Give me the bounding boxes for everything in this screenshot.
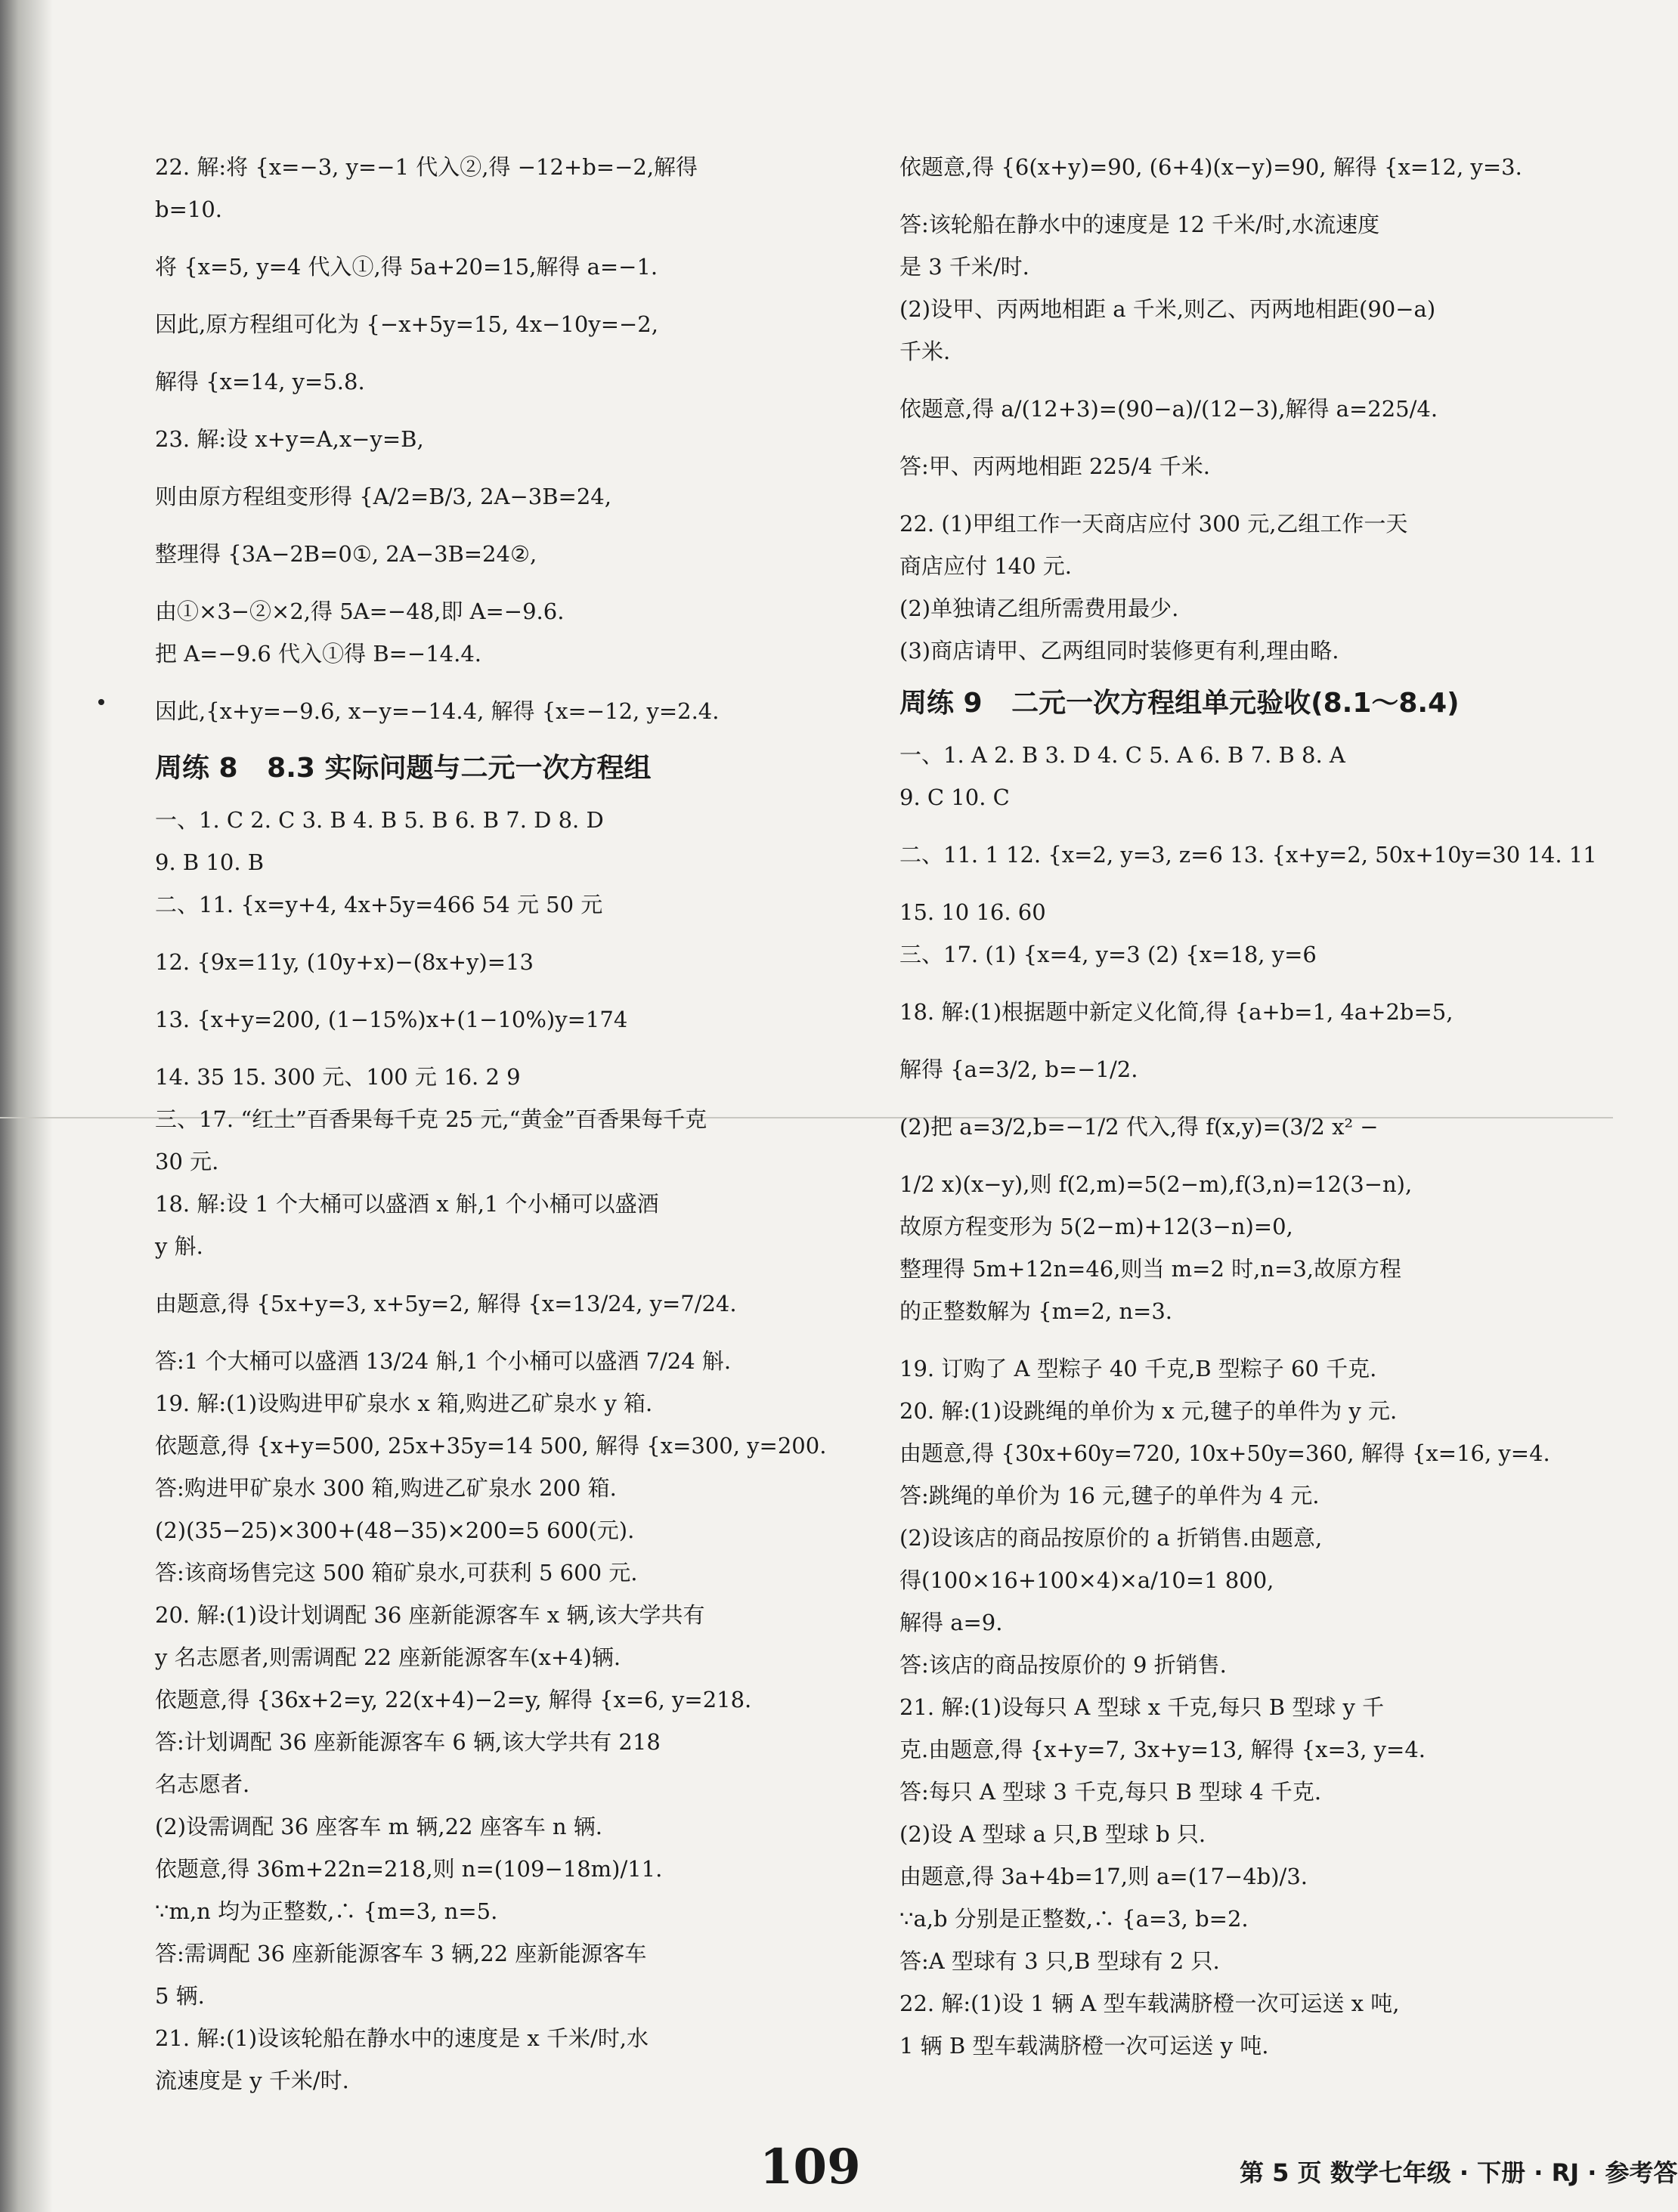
answer-line: (3)商店请甲、乙两组同时装修更有利,理由略.	[899, 638, 1339, 664]
answer-line: 流速度是 y 千米/时.	[155, 2068, 349, 2093]
margin-dot	[98, 699, 104, 705]
footer-caption: 第 5 页 数学七年级 · 下册 · RJ · 参考答	[1240, 2158, 1678, 2187]
answer-line: y 名志愿者,则需调配 22 座新能源客车(x+4)辆.	[155, 1644, 621, 1670]
answer-line: 答:计划调配 36 座新能源客车 6 辆,该大学共有 218	[155, 1729, 661, 1755]
answer-line: 依题意,得 {x+y=500, 25x+35y=14 500, 解得 {x=300, y=200.	[155, 1433, 827, 1459]
answer-line: 解得 {x=14, y=5.8.	[155, 369, 365, 394]
answer-line: 由题意,得 3a+4b=17,则 a=(17−4b)/3.	[899, 1864, 1308, 1889]
answer-line: y 斛.	[155, 1233, 203, 1259]
answer-line: ∵a,b 分别是正整数,∴ {a=3, b=2.	[899, 1906, 1249, 1932]
answer-line: 23. 解:设 x+y=A,x−y=B,	[155, 426, 424, 452]
answer-line: 名志愿者.	[155, 1771, 250, 1797]
answer-line: 由题意,得 {5x+y=3, x+5y=2, 解得 {x=13/24, y=7/24.	[155, 1291, 737, 1316]
answer-line: 故原方程变形为 5(2−m)+12(3−n)=0,	[899, 1214, 1293, 1239]
answer-line: (2)单独请乙组所需费用最少.	[899, 596, 1179, 621]
answer-line: 21. 解:(1)设每只 A 型球 x 千克,每只 B 型球 y 千	[899, 1694, 1385, 1720]
answer-line: 因此,原方程组可化为 {−x+5y=15, 4x−10y=−2,	[155, 311, 658, 337]
answer-line: 12. {9x=11y, (10y+x)−(8x+y)=13	[155, 949, 534, 975]
answer-line: 19. 解:(1)设购进甲矿泉水 x 箱,购进乙矿泉水 y 箱.	[155, 1391, 653, 1416]
answer-line: 解得 a=9.	[899, 1610, 1003, 1635]
answer-line: 答:需调配 36 座新能源客车 3 辆,22 座新能源客车	[155, 1941, 647, 1966]
answer-line: 是 3 千米/时.	[899, 254, 1029, 280]
answer-line: 三、17. (1) {x=4, y=3 (2) {x=18, y=6	[899, 942, 1317, 967]
answer-line: 13. {x+y=200, (1−15%)x+(1−10%)y=174	[155, 1007, 628, 1032]
answer-line: 因此,{x+y=−9.6, x−y=−14.4, 解得 {x=−12, y=2.4.	[155, 698, 720, 724]
section-heading	[155, 753, 858, 784]
answer-line: 1 辆 B 型车载满脐橙一次可运送 y 吨.	[899, 2033, 1269, 2059]
answer-line: 9. C 10. C	[899, 784, 1010, 810]
answer-line: 22. 解:将 {x=−3, y=−1 代入②,得 −12+b=−2,解得	[155, 154, 698, 180]
answer-line: 把 A=−9.6 代入①得 B=−14.4.	[155, 641, 482, 667]
right-column	[899, 151, 1597, 2072]
answer-line: 18. 解:设 1 个大桶可以盛酒 x 斛,1 个小桶可以盛酒	[155, 1191, 659, 1217]
answer-line: 1/2 x)(x−y),则 f(2,m)=5(2−m),f(3,n)=12(3−n),	[899, 1171, 1413, 1197]
left-column	[155, 151, 858, 2107]
answer-line: 9. B 10. B	[155, 849, 265, 875]
answer-line: ∵m,n 均为正整数,∴ {m=3, n=5.	[155, 1898, 498, 1924]
answer-line: 20. 解:(1)设跳绳的单价为 x 元,毽子的单件为 y 元.	[899, 1398, 1398, 1424]
answer-line: 答:跳绳的单价为 16 元,毽子的单件为 4 元.	[899, 1483, 1320, 1508]
answer-line: 一、1. C 2. C 3. B 4. B 5. B 6. B 7. D 8. D	[155, 807, 604, 833]
answer-line: 商店应付 140 元.	[899, 553, 1073, 579]
page-number: 109	[760, 2139, 861, 2195]
answer-line: 克.由题意,得 {x+y=7, 3x+y=13, 解得 {x=3, y=4.	[899, 1737, 1426, 1762]
answer-line: (2)设 A 型球 a 只,B 型球 b 只.	[899, 1821, 1206, 1847]
answer-line: 18. 解:(1)根据题中新定义化简,得 {a+b=1, 4a+2b=5,	[899, 999, 1454, 1025]
answer-line: 22. 解:(1)设 1 辆 A 型车载满脐橙一次可运送 x 吨,	[899, 1991, 1400, 2016]
section-heading	[899, 688, 1580, 719]
answer-line: 依题意,得 36m+22n=218,则 n=(109−18m)/11.	[155, 1856, 663, 1882]
answer-line: 一、1. A 2. B 3. D 4. C 5. A 6. B 7. B 8. A	[899, 742, 1345, 768]
answer-line: 三、17. “红土”百香果每千克 25 元,“黄金”百香果每千克	[155, 1106, 707, 1132]
answer-line: 15. 10 16. 60	[899, 899, 1046, 925]
answer-line: 答:该商场售完这 500 箱矿泉水,可获利 5 600 元.	[155, 1560, 638, 1586]
answer-line: (2)设甲、丙两地相距 a 千米,则乙、丙两地相距(90−a)	[899, 296, 1436, 322]
answer-line: (2)(35−25)×300+(48−35)×200=5 600(元).	[155, 1517, 635, 1543]
answer-line: 答:A 型球有 3 只,B 型球有 2 只.	[899, 1948, 1220, 1974]
answer-line: (2)设需调配 36 座客车 m 辆,22 座客车 n 辆.	[155, 1814, 603, 1839]
answer-line: 则由原方程组变形得 {A/2=B/3, 2A−3B=24,	[155, 484, 611, 509]
answer-line: 千米.	[899, 339, 951, 364]
answer-line: 将 {x=5, y=4 代入①,得 5a+20=15,解得 a=−1.	[155, 254, 658, 280]
answer-line: 整理得 5m+12n=46,则当 m=2 时,n=3,故原方程	[899, 1256, 1402, 1282]
answer-line: 答:每只 A 型球 3 千克,每只 B 型球 4 千克.	[899, 1779, 1322, 1805]
section-title: 二元一次方程组单元验收(8.1～8.4)	[1011, 688, 1460, 719]
answer-line: 依题意,得 a/(12+3)=(90−a)/(12−3),解得 a=225/4.	[899, 396, 1438, 422]
answer-line: 的正整数解为 {m=2, n=3.	[899, 1298, 1172, 1324]
answer-line: 30 元.	[155, 1149, 219, 1174]
answer-line: (2)设该店的商品按原价的 a 折销售.由题意,	[899, 1525, 1323, 1551]
answer-line: 21. 解:(1)设该轮船在静水中的速度是 x 千米/时,水	[155, 2025, 649, 2051]
section-title: 8.3 实际问题与二元一次方程组	[267, 753, 652, 784]
binding-edge	[0, 0, 53, 2212]
answer-line: 由题意,得 {30x+60y=720, 10x+50y=360, 解得 {x=16, y=4.	[899, 1440, 1550, 1466]
answer-line: 答:甲、丙两地相距 225/4 千米.	[899, 453, 1210, 479]
answer-line: 14. 35 15. 300 元、100 元 16. 2 9	[155, 1064, 521, 1090]
answer-line: 20. 解:(1)设计划调配 36 座新能源客车 x 辆,该大学共有	[155, 1602, 705, 1628]
section-number: 周练 9	[899, 688, 983, 719]
answer-line: 答:购进甲矿泉水 300 箱,购进乙矿泉水 200 箱.	[155, 1475, 617, 1501]
answer-line: (2)把 a=3/2,b=−1/2 代入,得 f(x,y)=(3/2 x² −	[899, 1114, 1379, 1140]
answer-line: 解得 {a=3/2, b=−1/2.	[899, 1057, 1138, 1082]
answer-line: 依题意,得 {6(x+y)=90, (6+4)(x−y)=90, 解得 {x=12, y=3.	[899, 154, 1522, 180]
answer-line: 依题意,得 {36x+2=y, 22(x+4)−2=y, 解得 {x=6, y=218.	[155, 1687, 752, 1712]
answer-line: b=10.	[155, 196, 222, 222]
section-number: 周练 8	[155, 753, 238, 784]
answer-line: 得(100×16+100×4)×a/10=1 800,	[899, 1567, 1274, 1593]
answer-line: 二、11. {x=y+4, 4x+5y=466 54 元 50 元	[155, 892, 603, 917]
answer-line: 19. 订购了 A 型粽子 40 千克,B 型粽子 60 千克.	[899, 1356, 1377, 1381]
answer-line: 整理得 {3A−2B=0①, 2A−3B=24②,	[155, 541, 537, 567]
answer-line: 22. (1)甲组工作一天商店应付 300 元,乙组工作一天	[899, 511, 1408, 537]
answer-line: 二、11. 1 12. {x=2, y=3, z=6 13. {x+y=2, 50x+10y=30 14. 11	[899, 842, 1597, 868]
answer-line: 答:1 个大桶可以盛酒 13/24 斛,1 个小桶可以盛酒 7/24 斛.	[155, 1348, 732, 1374]
answer-line: 答:该轮船在静水中的速度是 12 千米/时,水流速度	[899, 212, 1380, 237]
answer-line: 5 辆.	[155, 1983, 205, 2009]
answer-line: 由①×3−②×2,得 5A=−48,即 A=−9.6.	[155, 599, 565, 624]
answer-line: 答:该店的商品按原价的 9 折销售.	[899, 1652, 1227, 1678]
